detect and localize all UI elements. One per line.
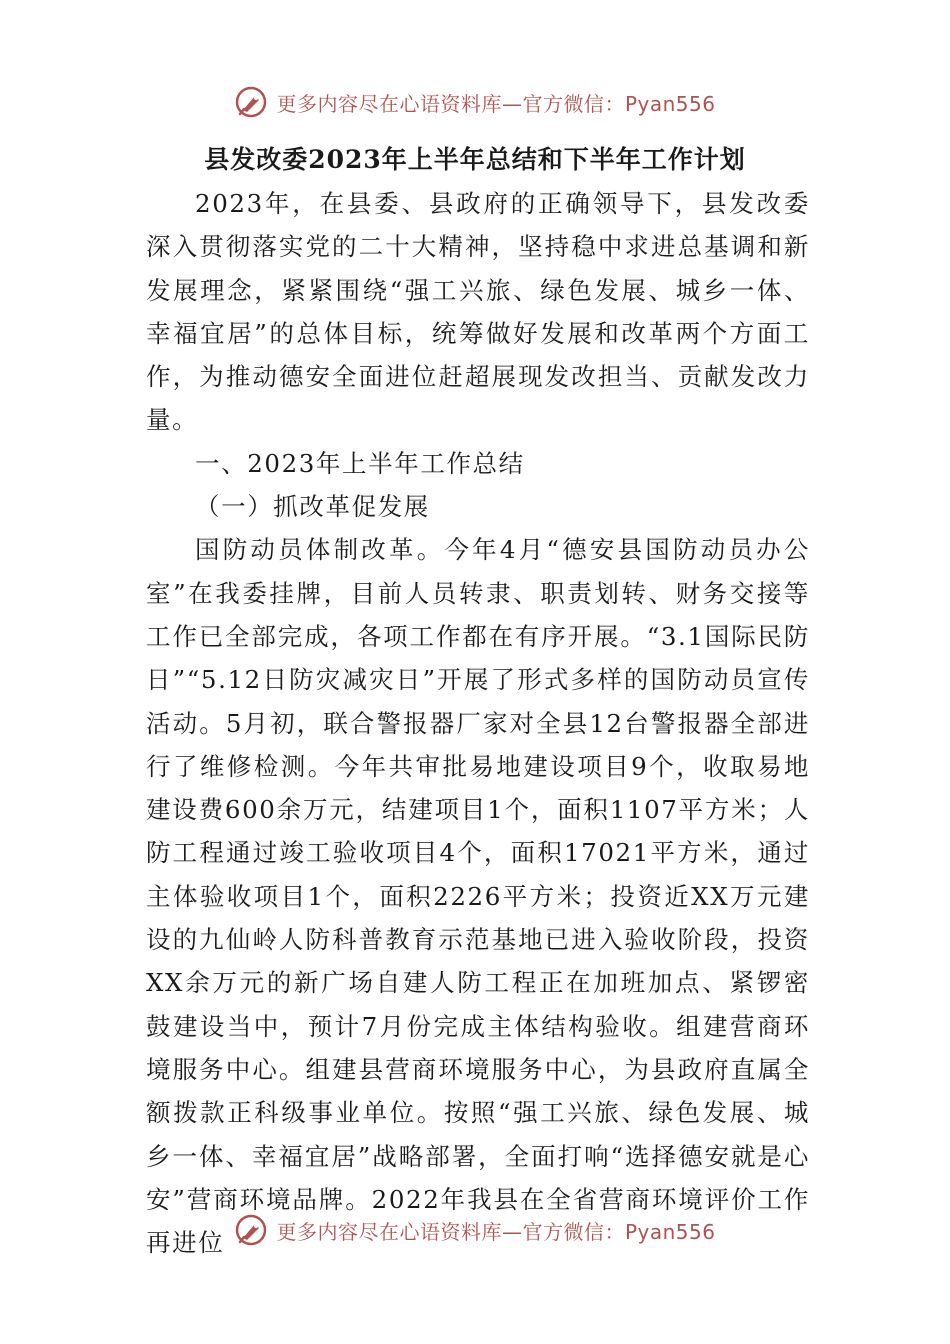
pen-nib-logo-icon (234, 85, 268, 119)
section-heading: 一、2023年上半年工作总结 (195, 448, 525, 478)
header-watermark (0, 82, 950, 122)
document-title: 县发改委2023年上半年总结和下半年工作计划 (204, 145, 746, 174)
watermark-text: 更多内容尽在心语资料库—官方微信：Pyan556 (276, 1219, 716, 1244)
body-paragraph: 国防动员体制改革。今年4月“德安县国防动员办公室”在我委挂牌，目前人员转隶、职责划转、财务交接等工作已全部完成，各项工作都在有序开展。“3.1国际民防日”“5.12日防灾减灾日”开展了形式多样的国防动员宣传活动。5月初，联合警报器厂家对全县12台警报器全部进行了维修检测。今年共审批易地建设项目9个，收取易地建设费600余万元，结建项目1个，面积1107平方米；人防工程通过竣工验收项目4个，面积17021平方米，通过主体验收项目1个，面积2226平方米；投资近XX万元建设的九仙岭人防科普教育示范基地已进入验收阶段，投资XX余万元的新广场自建人防工程正在加班加点、紧锣密鼓建设当中，预计7月份完成主体结构验收。组建营商环境服务中心。组建县营商环境服务中心，为县政府直属全额拨款正科级事业单位。按照“强工兴旅、绿色发展、城乡一体、幸福宜居”战略部署，全面打响“选择德安就是心安”营商环境品牌。2022年我县在全省营商环境评价工作再进位 (146, 535, 810, 1258)
pen-nib-logo-icon (234, 1213, 268, 1247)
subsection-heading: （一）抓改革促发展 (195, 492, 430, 522)
document-body (146, 182, 810, 1264)
footer-watermark (0, 1210, 950, 1250)
intro-paragraph: 2023年，在县委、县政府的正确领导下，县发改委深入贯彻落实党的二十大精神，坚持稳中求进总基调和新发展理念，紧紧围绕“强工兴旅、绿色发展、城乡一体、幸福宜居”的总体目标，统筹做好发展和改革两个方面工作，为推动德安全面进位赶超展现发改担当、贡献发改力量。 (146, 189, 810, 435)
watermark-text: 更多内容尽在心语资料库—官方微信：Pyan556 (276, 91, 716, 116)
